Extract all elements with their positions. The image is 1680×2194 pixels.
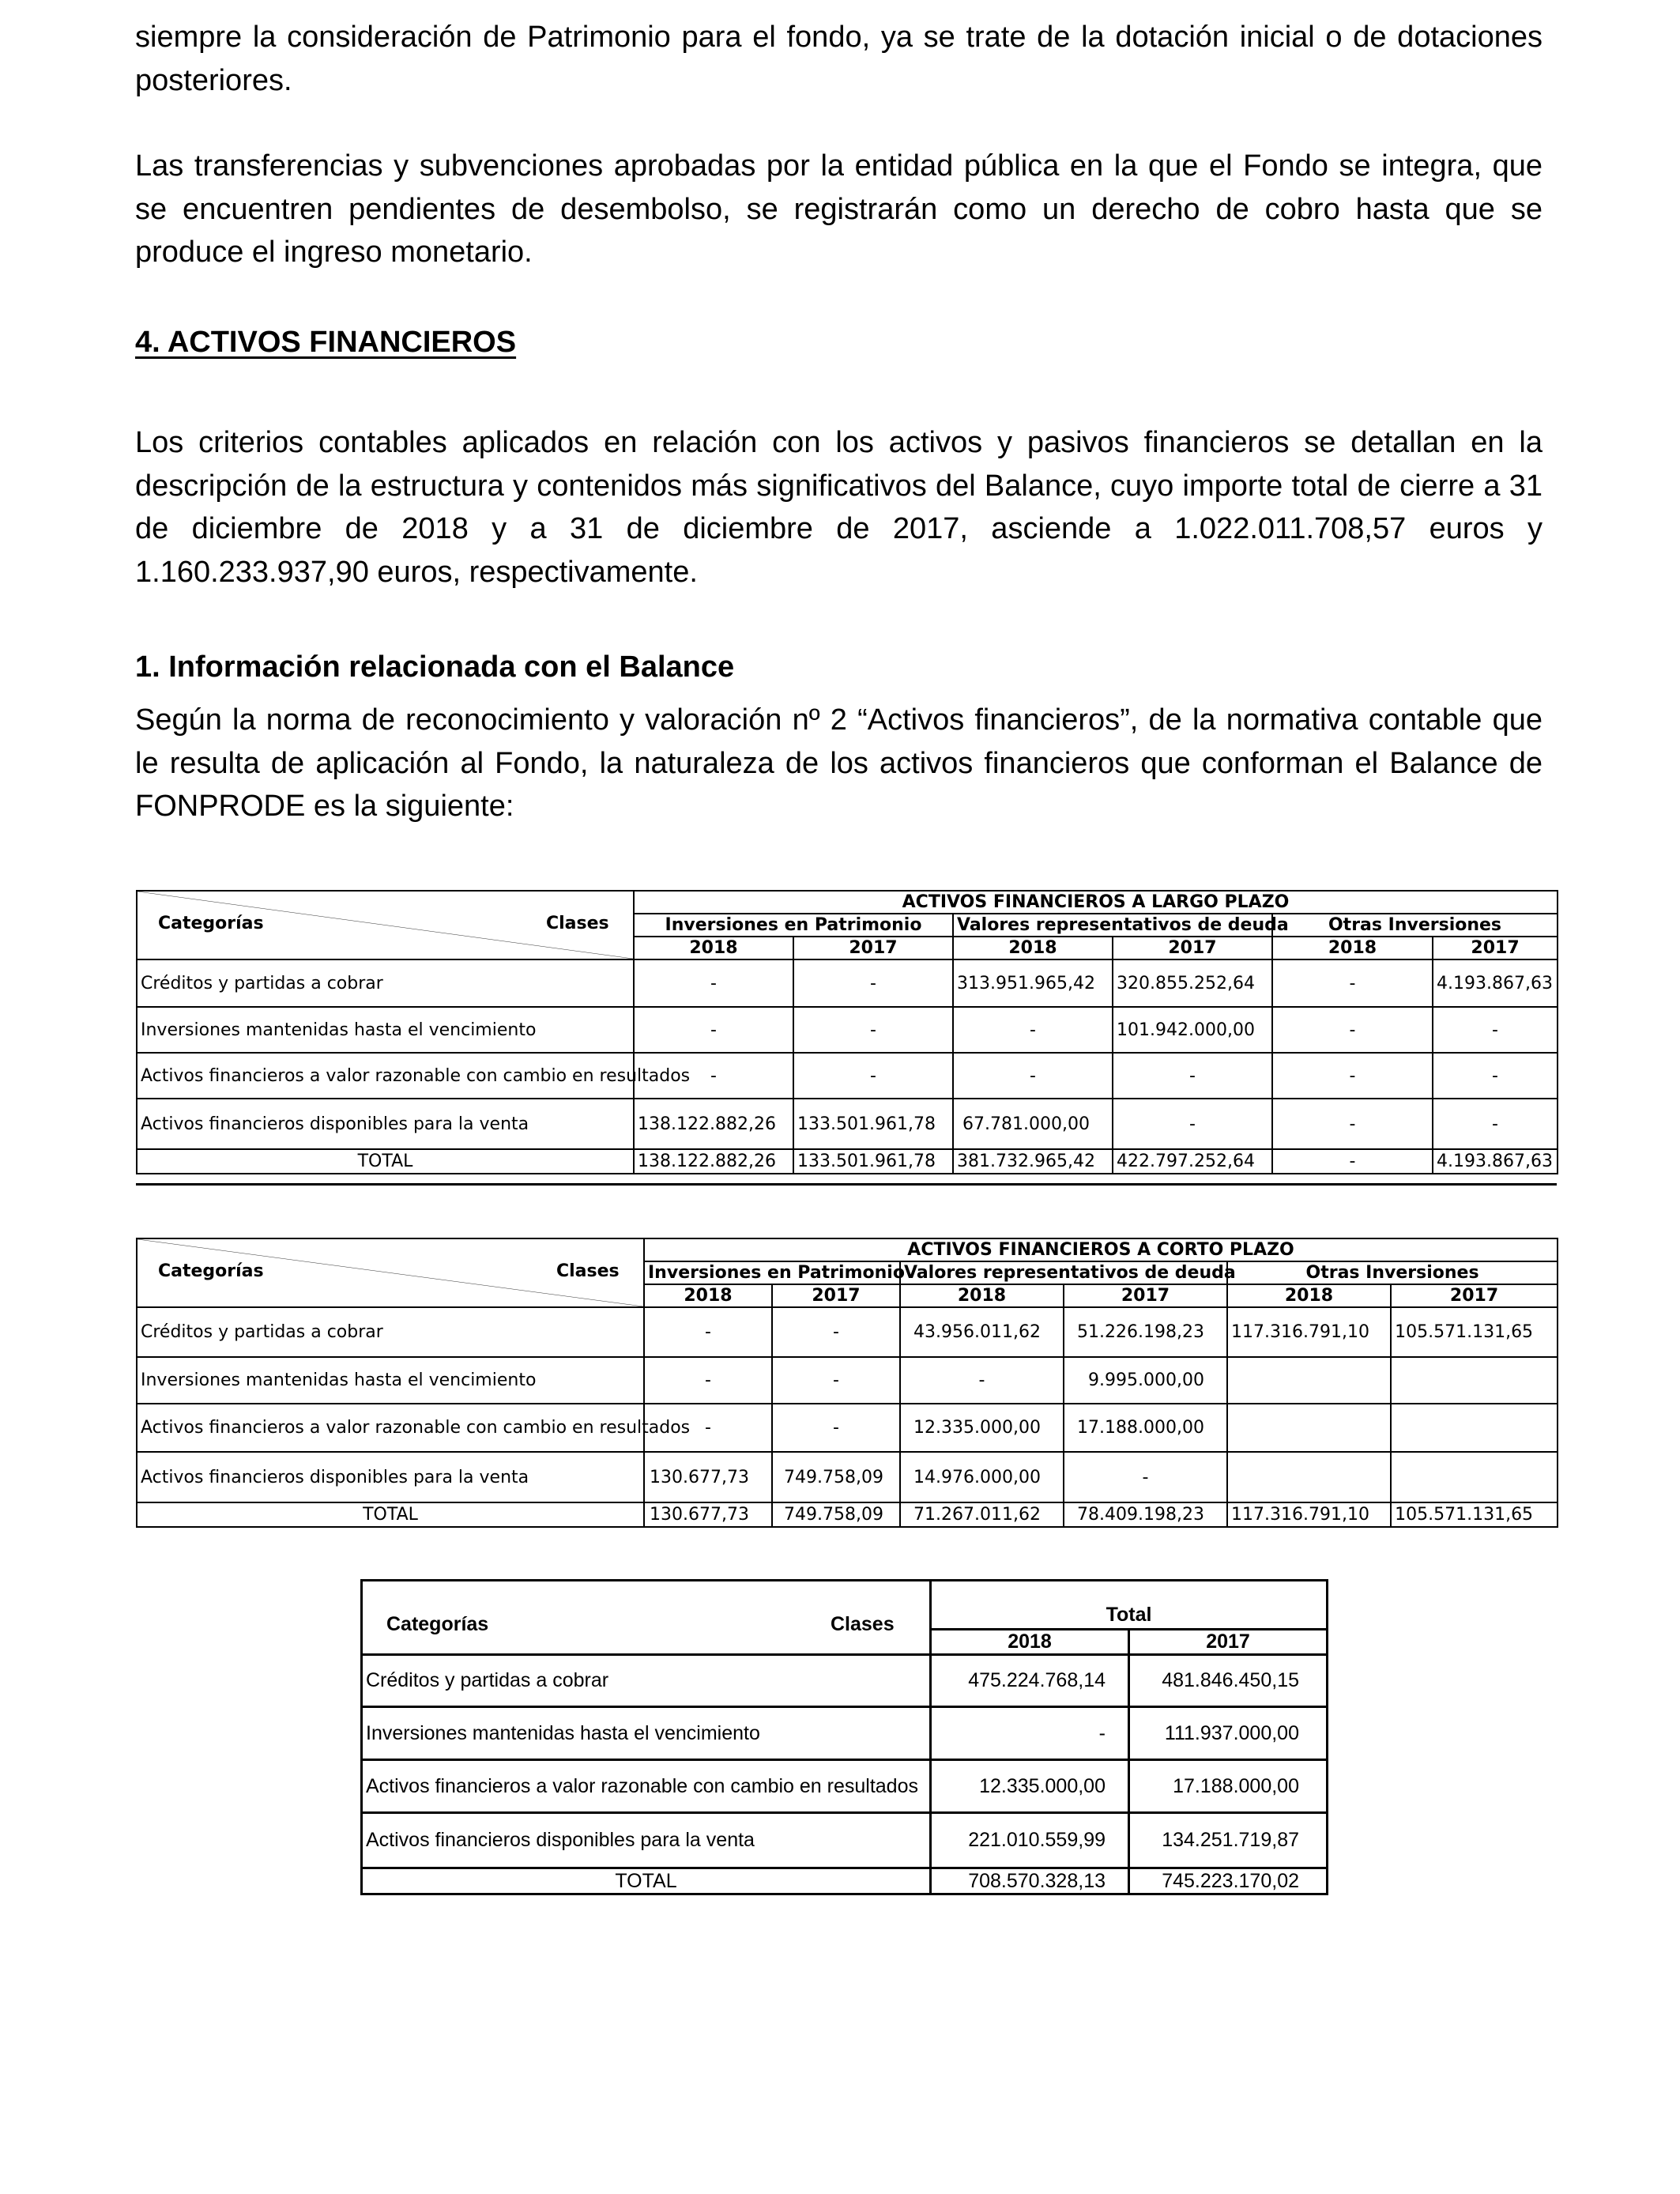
table-cell: 481.846.450,15 (1129, 1655, 1328, 1707)
table-cell: - (793, 1007, 953, 1053)
table-cell: - (1064, 1452, 1227, 1502)
total-cell: 749.758,09 (772, 1502, 900, 1527)
header-valores-deuda: Valores representativos de deuda (900, 1261, 1227, 1284)
table-row (137, 1307, 1558, 1357)
header-clases: Clases (556, 1261, 620, 1281)
table-row (137, 1053, 1558, 1099)
header-otras-inversiones: Otras Inversiones (1227, 1261, 1558, 1284)
paragraph-norma-reconocimiento: Según la norma de reconocimiento y valoración nº 2 “Activos financieros”, de la normativa contable que le resulta de aplicación al Fondo, la naturaleza de los activos financieros que conforman el Balance de FONPRODE es la siguiente: (135, 703, 1543, 823)
header-categorias-clases (362, 1581, 931, 1655)
total-label: TOTAL (137, 1502, 644, 1527)
row-category: Créditos y partidas a cobrar (137, 959, 634, 1007)
header-year: 2018 (1227, 1284, 1391, 1307)
total-row (362, 1868, 1328, 1894)
table-cell: - (1272, 959, 1433, 1007)
table-cell: 17.188.000,00 (1129, 1760, 1328, 1813)
header-clases: Clases (546, 914, 609, 933)
header-categorias: Categorías (386, 1613, 489, 1635)
table-cell (1227, 1357, 1391, 1404)
table-activos-corto-plazo (136, 1238, 1558, 1528)
header-year: 2017 (1113, 937, 1272, 959)
table-row (137, 1007, 1558, 1053)
table-cell: - (772, 1404, 900, 1452)
table-cell: - (1272, 1099, 1433, 1149)
header-inversiones-patrimonio: Inversiones en Patrimonio (634, 914, 953, 937)
header-clases: Clases (831, 1613, 895, 1635)
table-activos-largo-plazo (136, 890, 1558, 1174)
table-cell: - (634, 1007, 793, 1053)
table-cell: - (931, 1707, 1129, 1760)
table-cell: - (1113, 1053, 1272, 1099)
row-category: Activos financieros disponibles para la venta (137, 1099, 634, 1149)
total-cell: 138.122.882,26 (634, 1149, 793, 1174)
table-cell: 51.226.198,23 (1064, 1307, 1227, 1357)
table-cell: 14.976.000,00 (900, 1452, 1064, 1502)
total-cell: 133.501.961,78 (793, 1149, 953, 1174)
paragraph-patrimonio-dotacion: siempre la consideración de Patrimonio para el fondo, ya se trate de la dotación inicial o de dotaciones posteriores. (135, 21, 1543, 97)
table-cell: 475.224.768,14 (931, 1655, 1129, 1707)
table-cell: 101.942.000,00 (1113, 1007, 1272, 1053)
table-cell: - (1272, 1053, 1433, 1099)
row-category: Activos financieros a valor razonable con cambio en resultados (137, 1404, 644, 1452)
table-row (362, 1760, 1328, 1813)
table-cell: 9.995.000,00 (1064, 1357, 1227, 1404)
total-row (137, 1149, 1558, 1174)
section-title-activos-financieros: 4. ACTIVOS FINANCIEROS (135, 326, 517, 359)
header-year: 2018 (634, 937, 793, 959)
table-cell: 12.335.000,00 (900, 1404, 1064, 1452)
total-cell: 78.409.198,23 (1064, 1502, 1227, 1527)
header-year: 2017 (1064, 1284, 1227, 1307)
paragraph-transferencias: Las transferencias y subvenciones aprobadas por la entidad pública en la que el Fondo se integra, que se encuentren pendientes de desembolso, se registrarán como un derecho de cobro hasta que se produce el ingreso monetario. (135, 149, 1543, 269)
table-title-corto-plazo: ACTIVOS FINANCIEROS A CORTO PLAZO (644, 1238, 1558, 1261)
table-cell: 313.951.965,42 (953, 959, 1113, 1007)
table-cell: - (953, 1007, 1113, 1053)
table-cell (1227, 1452, 1391, 1502)
total-cell: 422.797.252,64 (1113, 1149, 1272, 1174)
row-category: Activos financieros disponibles para la venta (362, 1813, 931, 1868)
header-year: 2017 (1391, 1284, 1558, 1307)
header-categorias-clases (137, 1238, 644, 1307)
header-year: 2018 (931, 1630, 1129, 1655)
table-cell: 43.956.011,62 (900, 1307, 1064, 1357)
table-cell: 138.122.882,26 (634, 1099, 793, 1149)
table-cell: - (1433, 1099, 1558, 1149)
table-cell: 117.316.791,10 (1227, 1307, 1391, 1357)
header-year: 2017 (1129, 1630, 1328, 1655)
row-category: Activos financieros disponibles para la venta (137, 1452, 644, 1502)
table-cell (1391, 1357, 1558, 1404)
table-cell: - (634, 1053, 793, 1099)
header-valores-deuda: Valores representativos de deuda (953, 914, 1272, 937)
row-category: Créditos y partidas a cobrar (137, 1307, 644, 1357)
row-category: Inversiones mantenidas hasta el vencimiento (137, 1007, 634, 1053)
table-cell: - (644, 1357, 772, 1404)
table-cell: 67.781.000,00 (953, 1099, 1113, 1149)
total-cell: 4.193.867,63 (1433, 1149, 1558, 1174)
total-cell: 71.267.011,62 (900, 1502, 1064, 1527)
row-category: Activos financieros a valor razonable con cambio en resultados (137, 1053, 634, 1099)
total-cell: 745.223.170,02 (1129, 1868, 1328, 1894)
table-double-rule (136, 1183, 1557, 1186)
header-year: 2018 (644, 1284, 772, 1307)
header-total: Total (931, 1581, 1328, 1630)
table-cell: - (1433, 1053, 1558, 1099)
table-cell: - (793, 959, 953, 1007)
subsection-title-balance: 1. Información relacionada con el Balance (135, 650, 735, 684)
table-cell: 133.501.961,78 (793, 1099, 953, 1149)
table-row (137, 1404, 1558, 1452)
total-cell: 105.571.131,65 (1391, 1502, 1558, 1527)
row-category: Inversiones mantenidas hasta el vencimiento (137, 1357, 644, 1404)
total-cell: 381.732.965,42 (953, 1149, 1113, 1174)
table-cell: - (793, 1053, 953, 1099)
table-cell: - (1272, 1007, 1433, 1053)
header-year: 2018 (1272, 937, 1433, 959)
header-categorias-clases (137, 891, 634, 959)
table-cell: - (1113, 1099, 1272, 1149)
table-cell: - (634, 959, 793, 1007)
header-year: 2018 (953, 937, 1113, 959)
row-category: Inversiones mantenidas hasta el vencimiento (362, 1707, 931, 1760)
table-cell: 105.571.131,65 (1391, 1307, 1558, 1357)
total-cell: 708.570.328,13 (931, 1868, 1129, 1894)
table-cell: - (772, 1357, 900, 1404)
table-cell: 221.010.559,99 (931, 1813, 1129, 1868)
table-row (137, 1357, 1558, 1404)
table-cell: 4.193.867,63 (1433, 959, 1558, 1007)
header-year: 2018 (900, 1284, 1064, 1307)
total-label: TOTAL (362, 1868, 931, 1894)
table-cell (1391, 1452, 1558, 1502)
table-cell: 111.937.000,00 (1129, 1707, 1328, 1760)
header-categorias: Categorías (158, 914, 264, 933)
table-row (137, 959, 1558, 1007)
total-cell: 130.677,73 (644, 1502, 772, 1527)
table-row (137, 1099, 1558, 1149)
total-cell: - (1272, 1149, 1433, 1174)
header-year: 2017 (793, 937, 953, 959)
table-cell (1227, 1404, 1391, 1452)
table-cell: - (1433, 1007, 1558, 1053)
table-row (362, 1813, 1328, 1868)
header-categorias: Categorías (158, 1261, 264, 1281)
table-cell: - (900, 1357, 1064, 1404)
total-row (137, 1502, 1558, 1527)
table-row (362, 1655, 1328, 1707)
header-otras-inversiones: Otras Inversiones (1272, 914, 1558, 937)
table-row (137, 1452, 1558, 1502)
table-cell: - (772, 1307, 900, 1357)
table-title-largo-plazo: ACTIVOS FINANCIEROS A LARGO PLAZO (634, 891, 1558, 914)
table-cell: 320.855.252,64 (1113, 959, 1272, 1007)
total-cell: 117.316.791,10 (1227, 1502, 1391, 1527)
table-cell: 130.677,73 (644, 1452, 772, 1502)
table-cell: 12.335.000,00 (931, 1760, 1129, 1813)
table-cell: 17.188.000,00 (1064, 1404, 1227, 1452)
table-cell: - (953, 1053, 1113, 1099)
header-inversiones-patrimonio: Inversiones en Patrimonio (644, 1261, 900, 1284)
table-cell: 749.758,09 (772, 1452, 900, 1502)
table-cell: 134.251.719,87 (1129, 1813, 1328, 1868)
paragraph-criterios-contables: Los criterios contables aplicados en relación con los activos y pasivos financieros se detallan en la descripción de la estructura y contenidos más significativos del Balance, cuyo importe total de cierre a 31 de diciembre de 2018 y a 31 de diciembre de 2017, asciende a 1.022.011.708,57 euros y 1.160.233.937,90 euros, respectivamente. (135, 426, 1543, 589)
header-year: 2017 (1433, 937, 1558, 959)
table-cell: - (644, 1307, 772, 1357)
row-category: Créditos y partidas a cobrar (362, 1655, 931, 1707)
table-row (362, 1707, 1328, 1760)
header-year: 2017 (772, 1284, 900, 1307)
table-cell (1391, 1404, 1558, 1452)
table-cell: - (644, 1404, 772, 1452)
table-activos-total (360, 1579, 1328, 1895)
total-label: TOTAL (137, 1149, 634, 1174)
row-category: Activos financieros a valor razonable con cambio en resultados (362, 1760, 931, 1813)
